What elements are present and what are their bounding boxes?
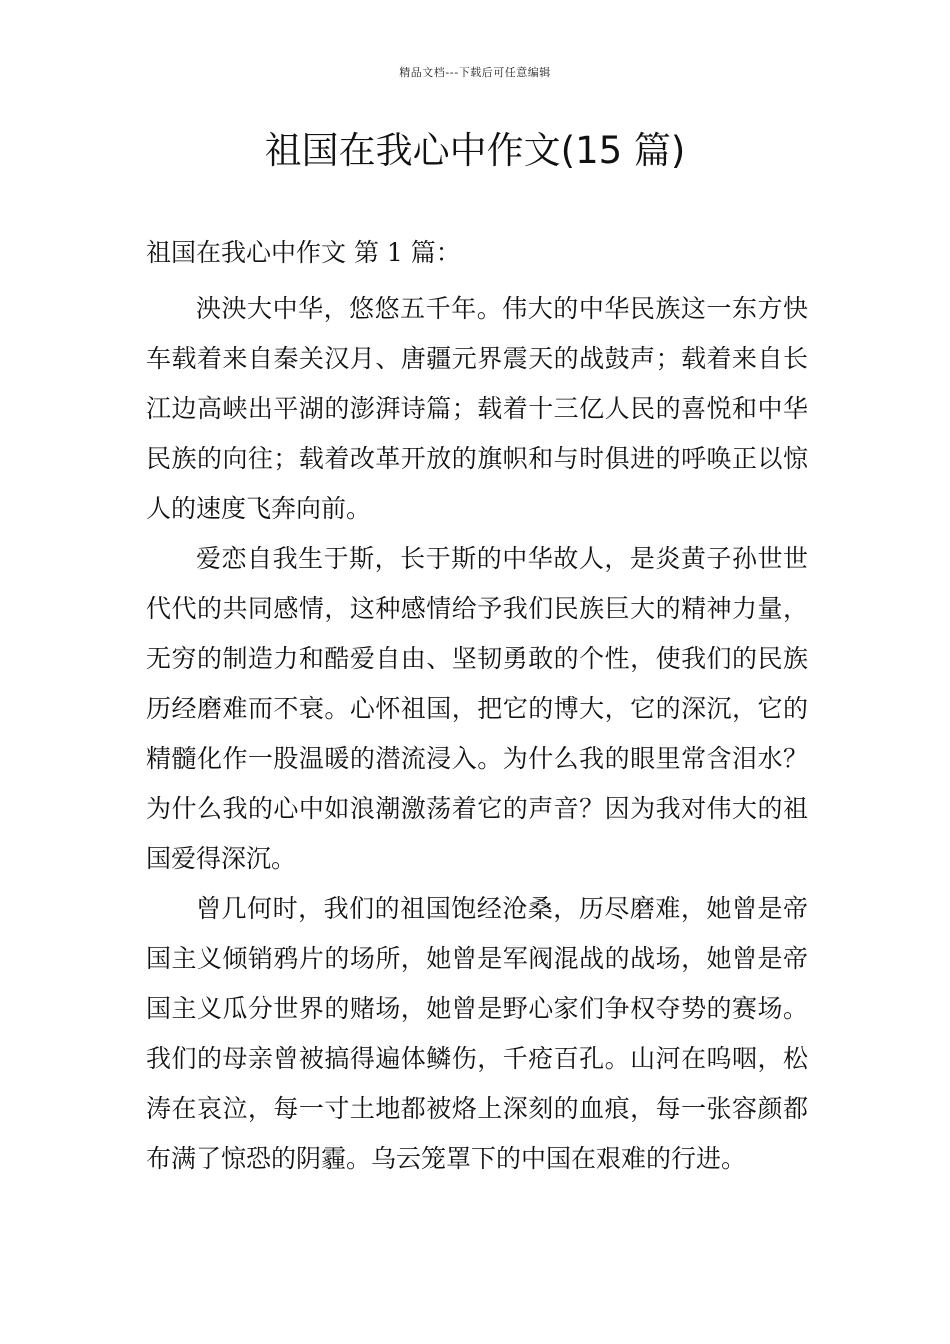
document-body [146, 228, 808, 1184]
header-note: 精品文档---下载后可任意编辑 [399, 66, 551, 79]
paragraph-2: 爱恋自我生于斯，长于斯的中华故人，是炎黄子孙世世代代的共同感情，这种感情给予我们民族巨大的精神力量，无穷的制造力和酷爱自由、坚韧勇敢的个性，使我们的民族历经磨难而不衰。心怀祖国，把它的博大，它的深沉，它的精髓化作一股温暖的潜流浸入。为什么我的眼里常含泪水？为什么我的心中如浪潮激荡着它的声音？因为我对伟大的祖国爱得深沉。 [146, 544, 808, 873]
section-heading: 祖国在我心中作文 第 1 篇： [146, 238, 461, 267]
paragraph-3: 曾几何时，我们的祖国饱经沧桑，历尽磨难，她曾是帝国主义倾销鸦片的场所，她曾是军阀混战的战场，她曾是帝国主义瓜分世界的赌场，她曾是野心家们争权夺势的赛场。我们的母亲曾被搞得遍体鳞伤，千疮百孔。山河在呜咽，松涛在哀泣，每一寸土地都被烙上深刻的血痕，每一张容颜都布满了惊恐的阴霾。乌云笼罩下的中国在艰难的行进。 [146, 894, 808, 1173]
document-title: 祖国在我心中作文(15 篇) [264, 129, 686, 172]
paragraph-1: 泱泱大中华，悠悠五千年。伟大的中华民族这一东方快车载着来自秦关汉月、唐疆元界震天的战鼓声；载着来自长江边高峡出平湖的澎湃诗篇；载着十三亿人民的喜悦和中华民族的向往；载着改革开放的旗帜和与时俱进的呼唤正以惊人的速度飞奔向前。 [146, 294, 808, 523]
